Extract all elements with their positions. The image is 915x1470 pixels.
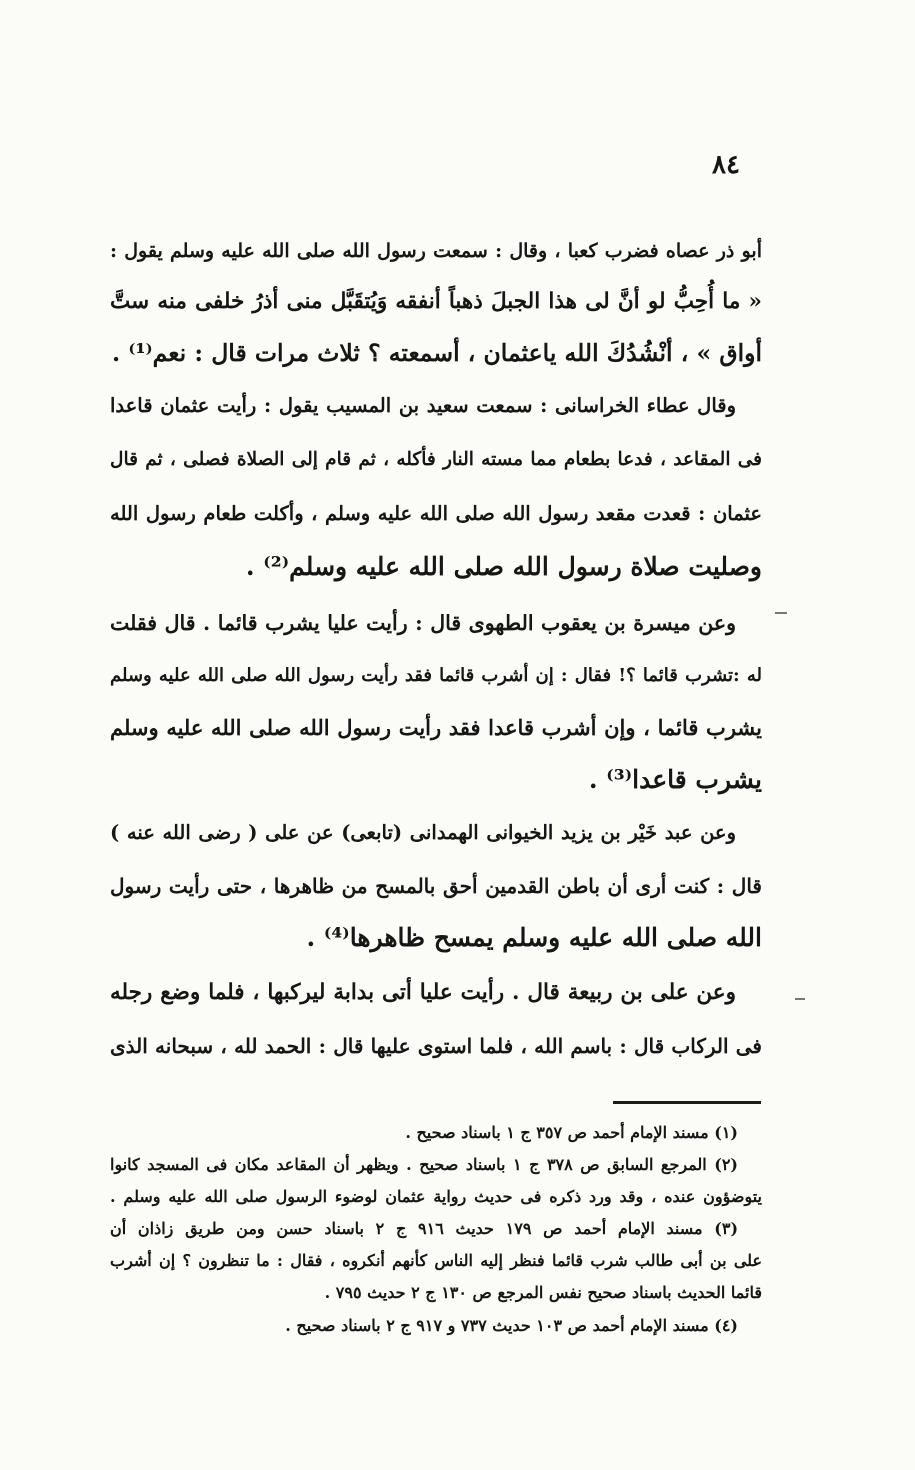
footnote-line: يتوضؤون عنده ، وقد ورد ذكره فى حديث رواية عثمان لوضوء الرسول صلى الله عليه وسلم . <box>110 1187 762 1206</box>
text-line: فى الركاب قال : باسم الله ، فلما استوى عليها قال : الحمد لله ، سبحانه الذى <box>110 1034 762 1058</box>
text-line: وقال عطاء الخراسانى : سمعت سعيد بن المسيب يقول : رأيت عثمان قاعدا <box>110 394 736 417</box>
text-line: « ما أُحِبُّ لو أنَّ لى هذا الجبلَ ذهباً أنفقه وَيُتقَبَّل منى أذرُ خلفى منه ستَّ <box>110 289 762 314</box>
text-line: يشرب قاعدا⁽³⁾ . <box>588 765 762 794</box>
text-line: أواق » ، أنْشُدُكَ الله ياعثمان ، أسمعته ؟ ثلاث مرات قال : نعم⁽¹⁾ . <box>111 339 762 367</box>
stray-mark <box>795 998 805 1000</box>
footnote-line: (١) مسند الإمام أحمد ص ٣٥٧ ج ١ باسناد صحيح . <box>405 1123 738 1142</box>
footnote-line: (٤) مسند الإمام أحمد ص ١٠٣ حديث ٧٣٧ و ٩١٧ ج ٢ باسناد صحيح . <box>285 1316 738 1335</box>
text-line: له :تشرب قائما ؟! فقال : إن أشرب قائما فقد رأيت رسول الله صلى الله عليه وسلم <box>110 665 762 686</box>
footnote-separator <box>613 1101 761 1104</box>
footnote-line: على بن أبى طالب شرب قائما فنظر إليه الناس كأنهم أنكروه ، فقال : ما تنظرون ؟ إن أشرب <box>110 1251 762 1270</box>
footnote-line: قائما الحديث باسناد صحيح نفس المرجع ص ١٣٠ ج ٢ حديث ٧٩٥ . <box>324 1283 762 1302</box>
page-number: ٨٤ <box>712 150 740 180</box>
stray-mark <box>775 612 787 614</box>
text-line: عثمان : قعدت مقعد رسول الله صلى الله عليه وسلم ، وأكلت طعام رسول الله <box>110 502 762 525</box>
text-line: وعن ميسرة بن يعقوب الطهوى قال : رأيت عليا يشرب قائما . قال فقلت <box>110 611 736 635</box>
text-line: فى المقاعد ، فدعا بطعام مما مسته النار فأكله ، ثم قام إلى الصلاة فصلى ، ثم قال <box>110 449 762 470</box>
text-line: قال : كنت أرى أن باطن القدمين أحق بالمسح من ظاهرها ، حتى رأيت رسول <box>110 874 762 898</box>
text-line: الله صلى الله عليه وسلم يمسح ظاهرها⁽⁴⁾ . <box>306 923 762 952</box>
text-line: وعن عبد خَيْر بن يزيد الخيوانى الهمدانى (تابعى) عن على ( رضى الله عنه ) <box>110 821 736 844</box>
text-line: وعن على بن ربيعة قال . رأيت عليا أتى بدابة ليركبها ، فلما وضع رجله <box>110 980 736 1005</box>
text-line: أبو ذر عصاه فضرب كعبا ، وقال : سمعت رسول الله صلى الله عليه وسلم يقول : <box>110 240 762 262</box>
footnote-line: (٣) مسند الإمام أحمد ص ١٧٩ حديث ٩١٦ ج ٢ باسناد حسن ومن طريق زاذان أن <box>110 1219 739 1238</box>
text-line: يشرب قائما ، وإن أشرب قاعدا فقد رأيت رسول الله صلى الله عليه وسلم <box>110 715 762 740</box>
footnote-line: (٢) المرجع السابق ص ٣٧٨ ج ١ باسناد صحيح . ويظهر أن المقاعد مكان فى المسجد كانوا <box>110 1155 738 1174</box>
text-line: وصليت صلاة رسول الله صلى الله عليه وسلم⁽²⁾ . <box>245 552 762 581</box>
